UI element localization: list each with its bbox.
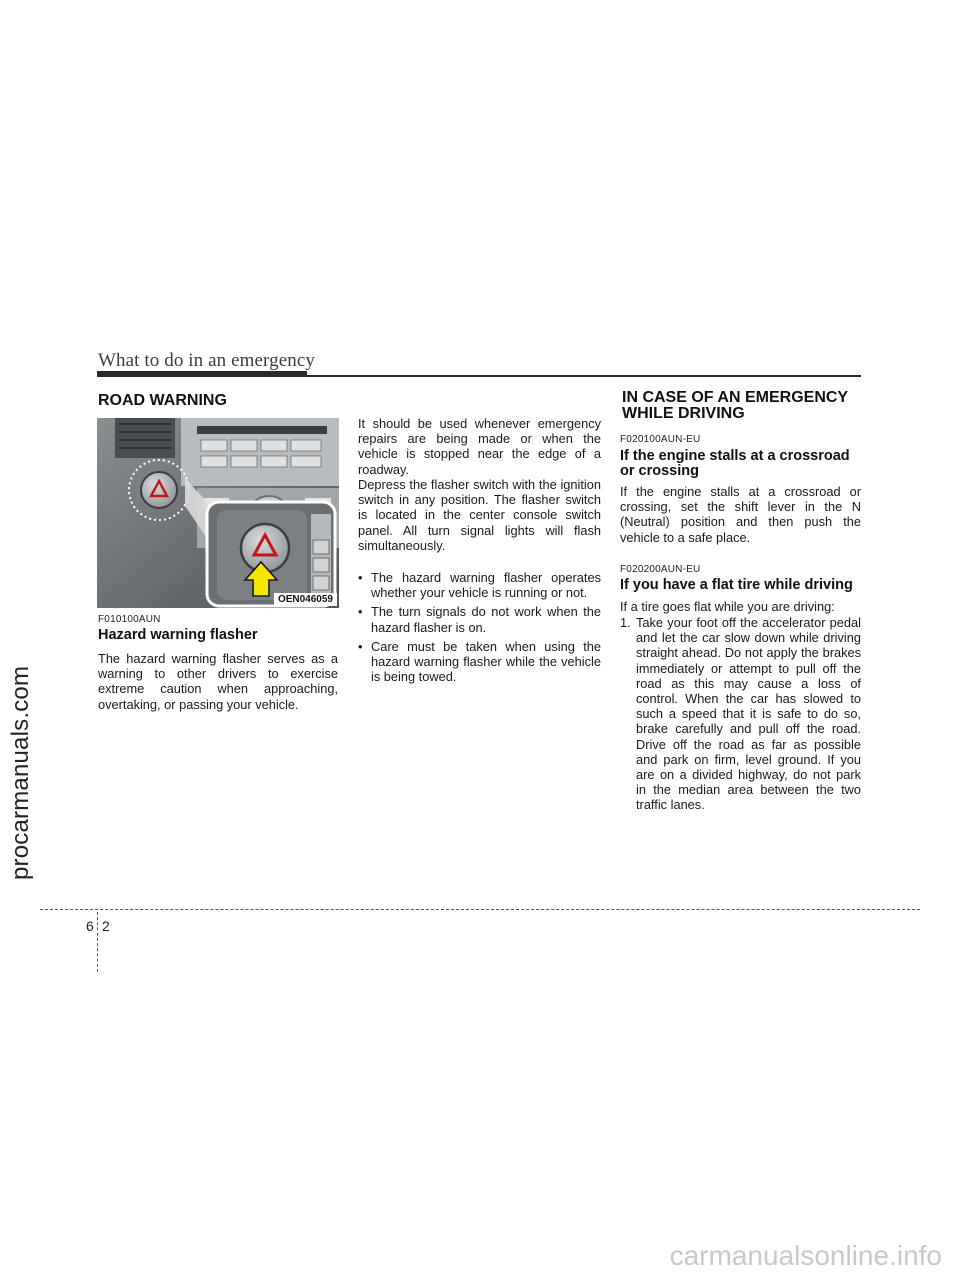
flasher-notes-list: [358, 570, 601, 688]
usage-paragraph: It should be used whenever emergency repairs are being made or when the vehicle is stopped near the edge of a roadway.: [358, 416, 601, 477]
flat-tire-subheading: If you have a flat tire while driving: [620, 577, 853, 593]
chapter-number: 6: [86, 918, 94, 934]
section-code: F020200AUN-EU: [620, 564, 701, 575]
section-code: F020100AUN-EU: [620, 434, 701, 445]
flat-tire-step-1: [620, 615, 861, 813]
switch-paragraph: Depress the flasher switch with the ignition switch in any position. The flasher switch is located in the center console switch panel. All turn signal lights will flash simultaneously.: [358, 477, 601, 553]
footer-rule: [40, 909, 920, 910]
engine-stall-subheading-line2: or crossing: [620, 463, 699, 479]
list-item: • The turn signals do not work when the hazard flasher is on.: [358, 604, 601, 634]
section-title: What to do in an emergency: [98, 350, 315, 371]
footer-divider: [97, 912, 98, 972]
emergency-heading-line1: IN CASE OF AN EMERGENCY: [622, 389, 849, 406]
step-text: Take your foot off the accelerator pedal and let the car slow down while driving straight ahead. Do not apply the brakes immediately or attempt to pull off the road as this may cause a loss of control. When the car has slowed to such a speed that it is safe to do so, brake carefully and pull off the road. Drive off the road as far as possible and park on firm, level ground. If you are on a divided highway, do not park in the median area between the two traffic lanes.: [636, 615, 861, 813]
page-number: 2: [102, 918, 110, 934]
step-number: 1.: [620, 615, 631, 630]
engine-stall-subheading-line1: If the engine stalls at a crossroad: [620, 448, 850, 464]
engine-stall-body: If the engine stalls at a crossroad or crossing, set the shift lever in the N (Neutral) position and then push the vehicle to a safe place.: [620, 484, 861, 545]
hazard-flasher-subheading: Hazard warning flasher: [98, 627, 258, 643]
section-code: F010100AUN: [98, 614, 161, 625]
side-watermark: procarmanuals.com: [7, 665, 34, 880]
flat-tire-intro: If a tire goes flat while you are driving:: [620, 599, 835, 614]
hazard-flasher-body: The hazard warning flasher serves as a warning to other drivers to exercise extreme caution when approaching, overtaking, or passing your vehicle.: [98, 651, 338, 712]
header-rule: [97, 375, 861, 377]
dashboard-photo: [97, 418, 339, 608]
bottom-watermark: carmanualsonline.info: [669, 1240, 942, 1271]
list-item: • Care must be taken when using the hazard warning flasher while the vehicle is being towed.: [358, 639, 601, 685]
emergency-heading-line2: WHILE DRIVING: [622, 405, 745, 422]
road-warning-heading: ROAD WARNING: [98, 392, 227, 409]
figure-caption: OEN046059: [274, 593, 337, 606]
list-item: • The hazard warning flasher operates whether your vehicle is running or not.: [358, 570, 601, 600]
hazard-switch-illustration: [97, 418, 339, 608]
